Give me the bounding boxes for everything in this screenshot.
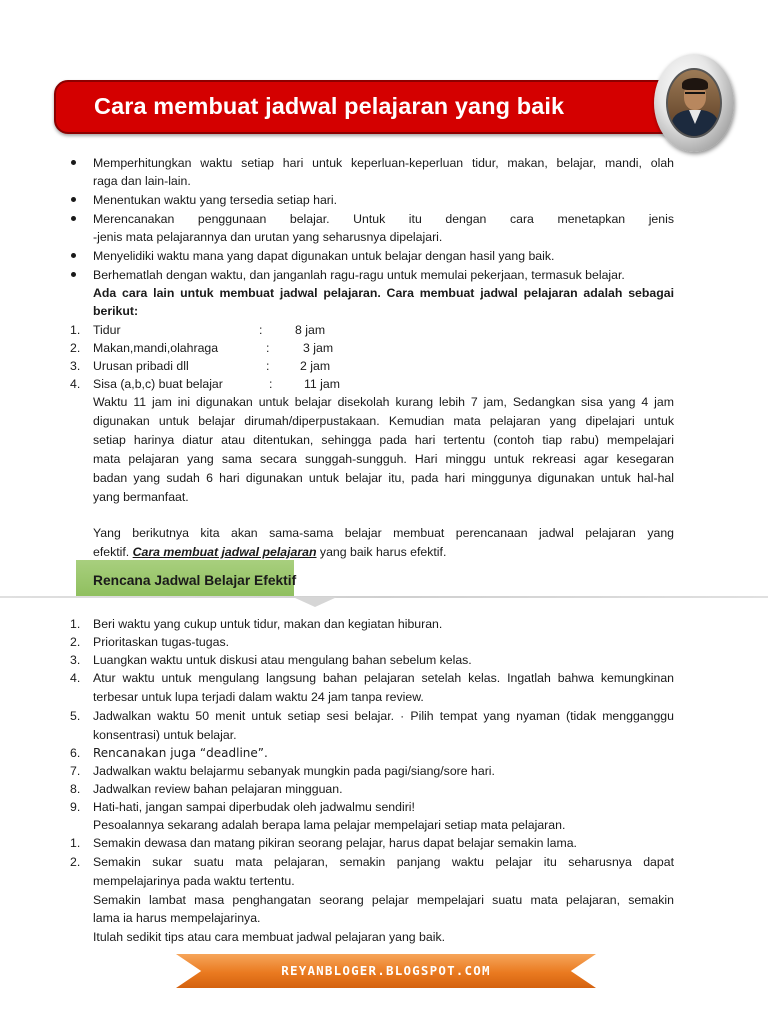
tip-line: Jadwalkan waktu 50 menit untuk setiap sesi belajar. · Pilih tempat yang nyaman (tidak mengganggu bbox=[93, 709, 674, 723]
article-link[interactable]: Cara membuat jadwal pelajaran bbox=[132, 545, 317, 559]
section-divider bbox=[0, 596, 768, 598]
section-title: Rencana Jadwal Belajar Efektif bbox=[93, 573, 297, 588]
closing-line: Itulah sedikit tips atau cara membuat jadwal pelajaran yang baik. bbox=[93, 930, 446, 944]
tip-line: Beri waktu yang cukup untuk tidur, makan dan kegiatan hiburan. bbox=[93, 617, 443, 631]
tip-line: Prioritaskan tugas-tugas. bbox=[93, 635, 230, 649]
tip-num: 9. bbox=[70, 800, 81, 814]
tip-line: Hati-hati, jangan sampai diperbudak oleh jadwalmu sendiri! bbox=[93, 800, 415, 814]
paragraph-1-line: digunakan untuk belajar dirumah/diperpustakaan. Kemudian mata pelajaran yang dipelajari untuk bbox=[93, 414, 674, 428]
schedule-num: 1. bbox=[70, 323, 81, 337]
paragraph-2-line-2: efektif. Cara membuat jadwal pelajaran yang baik harus efektif. bbox=[93, 545, 447, 559]
paragraph-1-line: Waktu 11 jam ini digunakan untuk belajar disekolah kurang lebih 7 jam, Sedangkan sisa yang 4 jam bbox=[93, 395, 674, 409]
tip-num: 3. bbox=[70, 653, 81, 667]
schedule-colon: : bbox=[266, 359, 270, 373]
schedule-value: 8 jam bbox=[295, 323, 326, 337]
intro-bold-line-2: berikut: bbox=[93, 304, 139, 318]
bullet-1-line-2: raga dan lain-lain. bbox=[93, 174, 191, 188]
tip-num: 6. bbox=[70, 746, 81, 760]
schedule-num: 4. bbox=[70, 377, 81, 391]
paragraph-1-line: badan yang sudah 6 hari digunakan untuk belajar itu, pada hari minggunya digunakan untuk hal-hal bbox=[93, 471, 674, 485]
bullet-dot bbox=[71, 197, 76, 202]
bullet-3-line-2: -jenis mata pelajarannya dan urutan yang seharusnya dipelajari. bbox=[93, 230, 443, 244]
bullet-2-line-1: Menentukan waktu yang tersedia setiap hari. bbox=[93, 193, 338, 207]
paragraph-2-line: Yang berikutnya kita akan sama-sama belajar membuat perencanaan jadwal pelajaran yang bbox=[93, 526, 674, 540]
schedule-label: Sisa (a,b,c) buat belajar bbox=[93, 377, 223, 391]
bullet-3-line-1: Merencanakan penggunaan belajar. Untuk itu dengan cara menetapkan jenis bbox=[93, 212, 674, 226]
tip-line: Jadwalkan waktu belajarmu sebanyak mungkin pada pagi/siang/sore hari. bbox=[93, 764, 495, 778]
tip-num: 1. bbox=[70, 617, 81, 631]
bullet-dot bbox=[71, 253, 76, 258]
bullet-dot bbox=[71, 160, 76, 165]
tip-line: Rencanakan juga “deadline”. bbox=[93, 746, 268, 760]
tip-num: 5. bbox=[70, 709, 81, 723]
paragraph-1-line: mata pelajaran yang sama secara sunggah-sungguh. Hari minggu untuk rekreasi agar kesegaran bbox=[93, 452, 674, 466]
schedule-colon: : bbox=[259, 323, 263, 337]
bullet-4-line-1: Menyelidiki waktu mana yang dapat digunakan untuk belajar dengan hasil yang baik. bbox=[93, 249, 555, 263]
factor-line: Semakin lambat masa penghangatan seorang pelajar mempelajari suatu mata pelajaran, semakin bbox=[93, 893, 674, 907]
bullet-dot bbox=[71, 272, 76, 277]
bullet-1-line-1: Memperhitungkan waktu setiap hari untuk keperluan-keperluan tidur, makan, belajar, mandi, olah bbox=[93, 156, 674, 170]
tip-num: 4. bbox=[70, 671, 81, 685]
factor-line: Semakin dewasa dan matang pikiran seorang pelajar, harus dapat belajar semakin lama. bbox=[93, 836, 577, 850]
title-banner bbox=[54, 80, 702, 134]
tip-num: 7. bbox=[70, 764, 81, 778]
schedule-label: Makan,mandi,olahraga bbox=[93, 341, 219, 355]
factor-line: Semakin sukar suatu mata pelajaran, semakin panjang waktu pelajar itu seharusnya dapat bbox=[93, 855, 674, 869]
tip-line: Atur waktu untuk mengulang langsung bahan pelajaran setelah kelas. Ingatlah bahwa kemungkinan bbox=[93, 671, 674, 685]
bullet-dot bbox=[71, 216, 76, 221]
intro-bold-line-1: Ada cara lain untuk membuat jadwal pelajaran. Cara membuat jadwal pelajaran adalah sebagai bbox=[93, 286, 674, 300]
footer-blog-link[interactable]: REYANBLOGER.BLOGSPOT.COM bbox=[281, 963, 491, 978]
tip-line: Luangkan waktu untuk diskusi atau mengulang bahan sebelum kelas. bbox=[93, 653, 472, 667]
page-title: Cara membuat jadwal pelajaran yang baik bbox=[94, 93, 565, 119]
divider-arrow-icon bbox=[293, 597, 337, 607]
tip-line: terbesar untuk lupa terjadi dalam waktu 24 jam tanpa review. bbox=[93, 690, 424, 704]
factor-num: 1. bbox=[70, 836, 81, 850]
schedule-value: 2 jam bbox=[300, 359, 331, 373]
question-line: Pesoalannya sekarang adalah berapa lama pelajar mempelajari setiap mata pelajaran. bbox=[93, 818, 566, 832]
tip-num: 8. bbox=[70, 782, 81, 796]
bullet-5-line-1: Berhematlah dengan waktu, dan janganlah ragu-ragu untuk memulai pekerjaan, termasuk belajar. bbox=[93, 268, 625, 282]
tip-line: konsentrasi) untuk belajar. bbox=[93, 728, 237, 742]
factor-num: 2. bbox=[70, 855, 81, 869]
tip-num: 2. bbox=[70, 635, 81, 649]
factor-line: lama ia harus mempelajarinya. bbox=[93, 911, 261, 925]
schedule-value: 11 jam bbox=[304, 377, 340, 391]
author-avatar bbox=[666, 68, 722, 138]
schedule-value: 3 jam bbox=[303, 341, 334, 355]
factor-line: mempelajarinya pada waktu tertentu. bbox=[93, 874, 295, 888]
schedule-colon: : bbox=[269, 377, 273, 391]
schedule-num: 2. bbox=[70, 341, 81, 355]
paragraph-1-line: yang bermanfaat. bbox=[93, 490, 189, 504]
avatar-frame bbox=[654, 54, 734, 152]
schedule-label: Urusan pribadi dll bbox=[93, 359, 189, 373]
paragraph-1-line: setiap harinya diatur atau ditentukan, sehingga pada hari tertentu (contoh tiap rabu) mempelajari bbox=[93, 433, 674, 447]
schedule-num: 3. bbox=[70, 359, 81, 373]
schedule-label: Tidur bbox=[93, 323, 121, 337]
tip-line: Jadwalkan review bahan pelajaran mingguan. bbox=[93, 782, 343, 796]
schedule-colon: : bbox=[266, 341, 270, 355]
